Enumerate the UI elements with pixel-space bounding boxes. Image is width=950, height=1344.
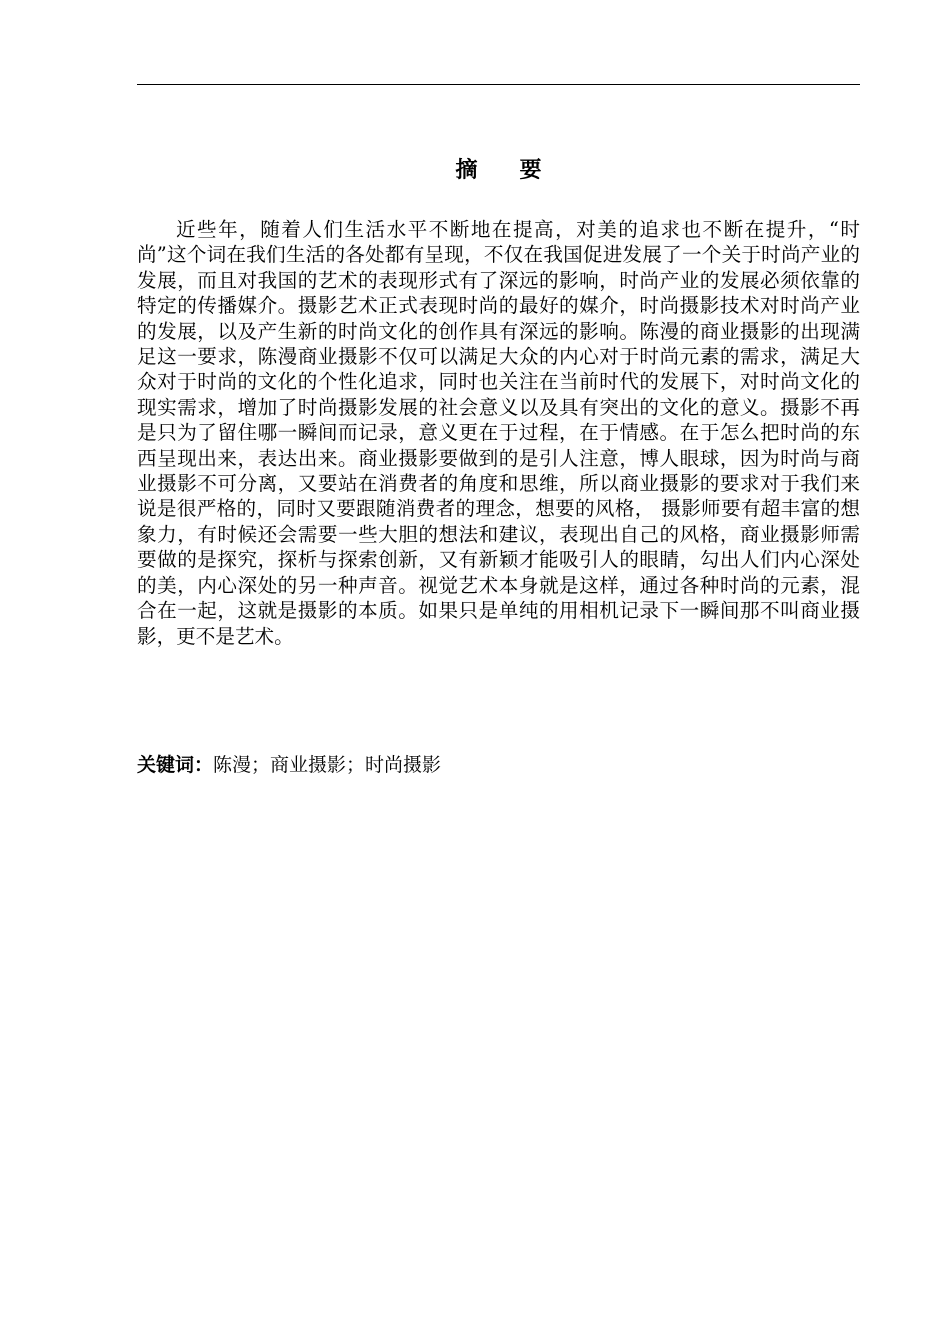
abstract-title: 摘要 (455, 157, 584, 183)
abstract-body: 近些年，随着人们生活水平不断地在提高，对美的追求也不断在提升，“时尚”这个词在我们生活的各处都有呈现，不仅在我国促进发展了一个关于时尚产业的发展，而且对我国的艺术的表现形式有了深远的影响，时尚产业的发展必须依靠的特定的传播媒介。摄影艺术正式表现时尚的最好的媒介，时尚摄影技术对时尚产业的发展，以及产生新的时尚文化的创作具有深远的影响。陈漫的商业摄影的出现满足这一要求，陈漫商业摄影不仅可以满足大众的内心对于时尚元素的需求，满足大众对于时尚的文化的个性化追求，同时也关注在当前时代的发展下，对时尚文化的现实需求，增加了时尚摄影发展的社会意义以及具有突出的文化的意义。摄影不再是只为了留住哪一瞬间而记录，意义更在于过程，在于情感。在于怎么把时尚的东西呈现出来，表达出来。商业摄影要做到的是引人注意，博人眼球，因为时尚与商业摄影不可分离，又要站在消费者的角度和思维，所以商业摄影的要求对于我们来说是很严格的，同时又要跟随消费者的理念，想要的风格， 摄影师要有超丰富的想象力，有时候还会需要一些大胆的想法和建议，表现出自己的风格，商业摄影师需要做的是探究，探析与探索创新，又有新颖才能吸引人的眼睛，勾出人们内心深处的美，内心深处的另一种声音。视觉艺术本身就是这样，通过各种时尚的元素，混合在一起，这就是摄影的本质。如果只是单纯的用相机记录下一瞬间那不叫商业摄影，更不是艺术。 (137, 218, 860, 648)
keywords-values: 陈漫；商业摄影；时尚摄影 (213, 754, 442, 776)
keywords-label: 关键词： (137, 754, 214, 776)
keywords-line (137, 751, 860, 779)
header-rule (137, 84, 860, 85)
